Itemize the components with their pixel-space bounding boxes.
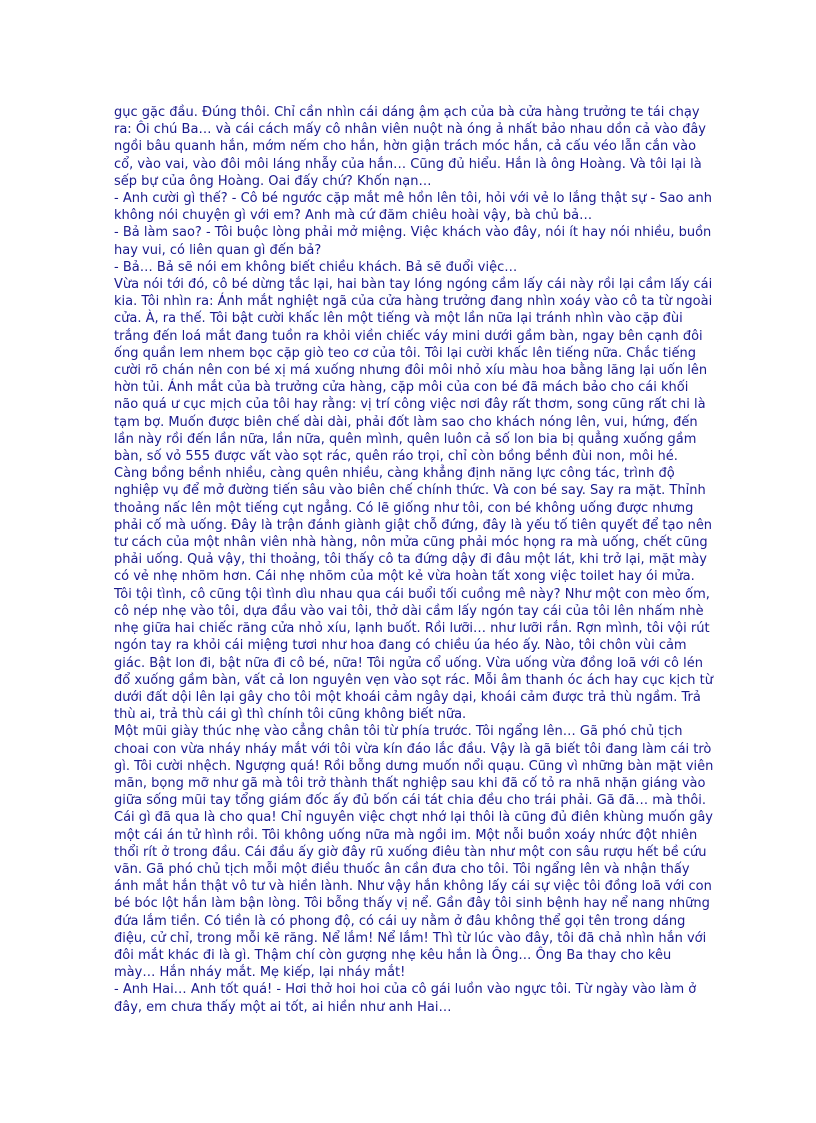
paragraph: Vừa nói tới đó, cô bé dừng tắc lại, hai bàn tay lóng ngóng cầm lấy cái này rồi lại cầm lấy cái kia. Tôi nhìn ra: Ánh mắt nghiệt ngã của cửa hàng trưởng đang nhìn xoáy vào cô ta từ ngoài cửa. À, ra thế. Tôi bật cười khấc lên một tiếng và một lần nữa lại tránh nhìn vào cặp đùi trắng đến loá mắt đang tuồn ra khỏi viền chiếc váy mini dưới gầm bàn, ngay bên cạnh đôi ống quần lem nhem bọc cặp giò teo cơ của tôi. Tôi lại cười khấc lên tiếng nữa. Chắc tiếng cười rõ chán nên con bé xị má xuống nhưng đôi môi nhỏ xíu màu hoa bằng lăng lại uốn lên hờn tủi. Ánh mắt của bà trưởng cửa hàng, cặp môi của con bé đã mách bảo cho cái khối não quá ư cục mịch của tôi hay rằng: vị trí công việc nơi đây rất thơm, song cũng rất chi là tạm bợ. Muốn được biên chế dài dài, phải đốt làm sao cho khách nóng lên, vui, hứng, đến lần này rồi đến lần nữa, lần nữa, quên mình, quên luôn cả số lon bia bị quẳng xuống gầm bàn, số vỏ 555 được vất vào sọt rác, quên ráo trọi, chỉ còn bồng bềnh đùi non, môi hé. Càng bồng bềnh nhiều, càng quên nhiều, càng khẳng định năng lực công tác, trình độ nghiệp vụ để mở đường tiến sâu vào biên chế chính thức. Và con bé say. Say ra mặt. Thỉnh thoảng nấc lên một tiếng cụt ngẳng. Có lẽ giống như tôi, con bé không uống được nhưng phải cố mà uống. Đây là trận đánh giành giật chỗ đứng, đây là yếu tố tiên quyết để tạo nên tư cách của một nhân viên nhà hàng, nôn mửa cũng phải móc họng ra mà uống, chết cũng phải uống. Quả vậy, thi thoảng, tôi thấy cô ta đứng dậy đi đâu một lát, khi trở lại, mặt mày có vẻ nhẹ nhõm hơn. Cái nhẹ nhõm của một kẻ vừa hoàn tất xong việc toilet hay ói mửa. Tôi tội tình, cô cũng tội tình dìu nhau qua cái buổi tối cuồng mê này? Như một con mèo ốm, cô nép nhẹ vào tôi, dựa đầu vào vai tôi, thở dài cầm lấy ngón tay cái của tôi lên nhấm nhè nhẹ giữa hai chiếc răng cửa nhỏ xíu, lạnh buốt. Rồi lưỡi… như lưỡi rắn. Rợn mình, tôi vội rút ngón tay ra khỏi cái miệng tươi như hoa đang có chiều úa héo ấy. Nào, tôi chôn vùi cảm giác. Bật lon đi, bật nữa đi cô bé, nữa! Tôi ngửa cổ uống. Vừa uống vừa đồng loã với cô lén đổ xuống gầm bàn, vất cả lon nguyên vẹn vào sọt rác. Mỗi âm thanh óc ách hay cục kịch từ dưới đất dội lên lại gây cho tôi một khoái cảm ngây dại, khoái cảm được trả thù ngầm. Trả thù ai, trả thù cái gì thì chính tôi cũng không biết nữa. [114,277,713,723]
paragraph: Một mũi giày thúc nhẹ vào cẳng chân tôi từ phía trước. Tôi ngẩng lên… Gã phó chủ tịch choai con vừa nháy nháy mắt với tôi vừa kín đáo lắc đầu. Vậy là gã biết tôi đang làm cái trò gì. Tôi cười nhệch. Ngượng quá! Rồi bỗng dưng muốn nổi quạu. Cũng vì những bàn mặt viên mãn, bọng mỡ như gã mà tôi trở thành thất nghiệp sau khi đã cố tỏ ra nhã nhặn giáng vào giữa sống mũi tay tổng giám đốc ấy đủ bốn cái tát chia đều cho trái phải. Gã đã… mà thôi. Cái gì đã qua là cho qua! Chỉ nguyên việc chợt nhớ lại thôi là cũng đủ điên khùng muốn gây một cái án tử hình rồi. Tôi không uống nữa mà ngồi im. Một nỗi buồn xoáy nhức đột nhiên thổi rít ở trong đầu. Cái đầu ấy giờ đây rũ xuống điêu tàn như một con sâu rượu hết bề cứu vãn. Gã phó chủ tịch mỗi một điều thuốc ân cần đưa cho tôi. Tôi ngẩng lên và nhận thấy ánh mắt hắn thật vô tư và hiền lành. Như vậy hắn không lấy cái sự việc tôi đồng loã với con bé bóc lột hắn làm bận lòng. Tôi bỗng thấy vị nể. Gần đây tôi sinh bệnh hay nể nang những đứa lắm tiền. Có tiền là có phong độ, có cái uy nằm ở đâu không thể gọi tên trong dáng điệu, cử chỉ, trong mỗi kẽ răng. Nể lắm! Nể lắm! Thì từ lúc vào đây, tôi đã chả nhìn hắn với đôi mắt khác đi là gì. Thậm chí còn gượng nhẹ kêu hắn là Ông… Ông Ba thay cho kêu mày… Hắn nháy mắt. Mẹ kiếp, lại nháy mắt! [114,724,714,981]
paragraph: - Anh Hai… Anh tốt quá! - Hơi thở hoi hoi của cô gái luồn vào ngực tôi. Từ ngày vào làm ở đây, em chưa thấy một ai tốt, ai hiền như anh Hai… [114,982,697,1015]
paragraph: - Bả làm sao? - Tôi buộc lòng phải mở miệng. Việc khách vào đây, nói ít hay nói nhiều, buồn hay vui, có liên quan gì đến bả? [114,225,712,258]
paragraph: gục gặc đầu. Đúng thôi. Chỉ cần nhìn cái dáng ậm ạch của bà cửa hàng trưởng te tái chạy ra: Ôi chú Ba… và cái cách mấy cô nhân viên nuột nà óng ả nhất bảo nhau dồn cả vào đây ngồi bâu quanh hắn, mớm nếm cho hắn, hờn giận trách móc hắn, cả cấu véo lẫn cắn vào cổ, vào vai, vào đôi môi láng nhẫy của hắn… Cũng đủ hiểu. Hắn là ông Hoàng. Và tôi lại là sếp bự của ông Hoàng. Oai đấy chứ? Khốn nạn… [114,105,706,189]
document-page [114,104,714,1016]
paragraph: - Anh cười gì thế? - Cô bé ngước cặp mắt mê hồn lên tôi, hỏi với vẻ lo lắng thật sự - Sao anh không nói chuyện gì với em? Anh mà cứ đăm chiêu hoài vậy, bà chủ bả… [114,191,713,224]
paragraph: - Bả… Bả sẽ nói em không biết chiều khách. Bả sẽ đuổi việc… [114,259,518,275]
